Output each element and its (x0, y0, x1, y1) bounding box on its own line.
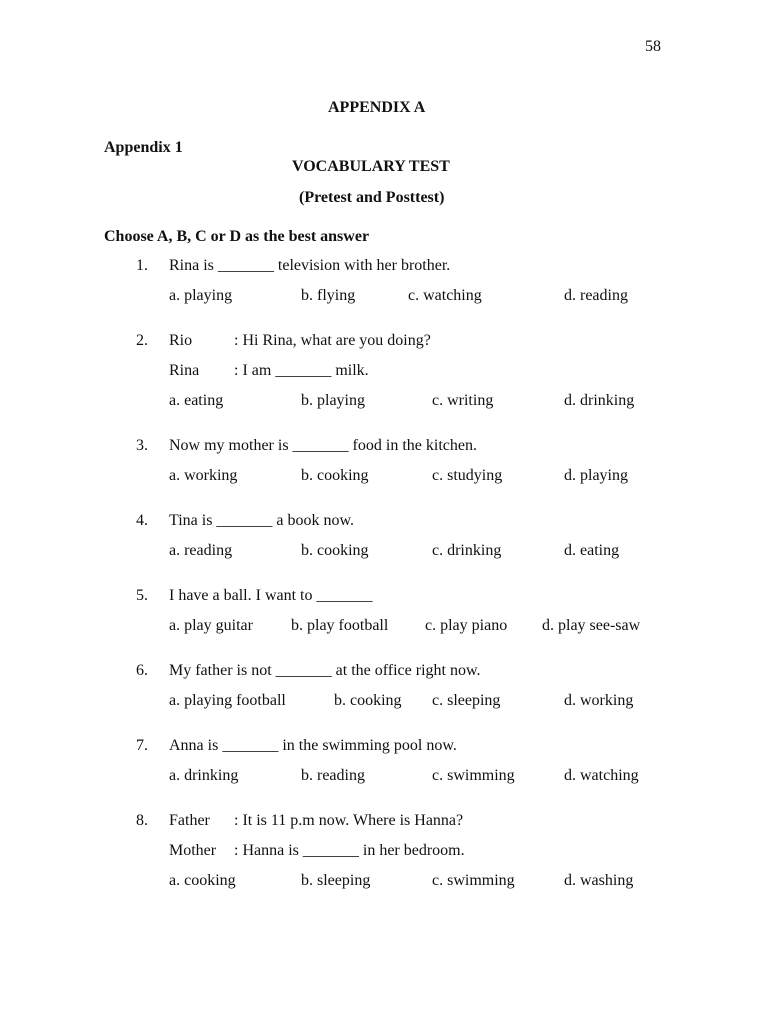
dialogue-speaker: Mother (169, 842, 217, 859)
option-c: c. writing (432, 392, 494, 409)
option-c: c. watching (408, 287, 482, 304)
question-number: 5. (136, 587, 148, 604)
option-b: b. cooking (301, 542, 369, 559)
option-b: b. reading (301, 767, 365, 784)
option-b: b. play football (291, 617, 389, 634)
option-b: b. playing (301, 392, 365, 409)
option-b: b. flying (301, 287, 356, 304)
option-b: b. cooking (301, 467, 369, 484)
option-d: d. playing (564, 467, 628, 484)
question-text: Anna is _______ in the swimming pool now. (169, 737, 457, 754)
question-number: 1. (136, 257, 148, 274)
option-c: c. swimming (432, 872, 515, 889)
dialogue-line: : Hanna is _______ in her bedroom. (234, 842, 465, 859)
question-text: Rina is _______ television with her brother. (169, 257, 451, 274)
option-c: c. studying (432, 467, 503, 484)
question-text: Tina is _______ a book now. (169, 512, 355, 529)
option-d: d. play see-saw (542, 617, 641, 634)
option-a: a. drinking (169, 767, 239, 784)
appendix-heading: APPENDIX A (328, 99, 426, 116)
test-title: VOCABULARY TEST (292, 158, 450, 175)
option-c: c. swimming (432, 767, 515, 784)
option-d: d. eating (564, 542, 620, 559)
option-a: a. play guitar (169, 617, 253, 634)
question-number: 7. (136, 737, 148, 754)
option-a: a. eating (169, 392, 224, 409)
question-number: 3. (136, 437, 148, 454)
option-d: d. working (564, 692, 634, 709)
appendix-label: Appendix 1 (104, 139, 183, 156)
dialogue-line: : Hi Rina, what are you doing? (234, 332, 431, 349)
dialogue-line: : I am _______ milk. (234, 362, 369, 379)
question-text: Now my mother is _______ food in the kitchen. (169, 437, 477, 454)
option-a: a. playing football (169, 692, 286, 709)
page-number: 58 (645, 38, 661, 55)
dialogue-speaker: Father (169, 812, 210, 829)
question-number: 2. (136, 332, 148, 349)
dialogue-speaker: Rio (169, 332, 193, 349)
option-b: b. cooking (334, 692, 402, 709)
question-text: My father is not _______ at the office right now. (169, 662, 481, 679)
question-number: 4. (136, 512, 148, 529)
option-c: c. sleeping (432, 692, 501, 709)
dialogue-speaker: Rina (169, 362, 200, 379)
option-c: c. play piano (425, 617, 508, 634)
option-c: c. drinking (432, 542, 502, 559)
question-number: 8. (136, 812, 148, 829)
option-a: a. playing (169, 287, 233, 304)
option-a: a. reading (169, 542, 233, 559)
question-text: I have a ball. I want to _______ (169, 587, 373, 604)
instruction: Choose A, B, C or D as the best answer (104, 228, 370, 245)
test-subtitle: (Pretest and Posttest) (299, 189, 445, 206)
option-b: b. sleeping (301, 872, 371, 889)
option-a: a. cooking (169, 872, 236, 889)
dialogue-line: : It is 11 p.m now. Where is Hanna? (234, 812, 464, 829)
option-d: d. watching (564, 767, 639, 784)
option-d: d. drinking (564, 392, 635, 409)
option-d: d. washing (564, 872, 634, 889)
option-d: d. reading (564, 287, 628, 304)
question-number: 6. (136, 662, 148, 679)
option-a: a. working (169, 467, 238, 484)
